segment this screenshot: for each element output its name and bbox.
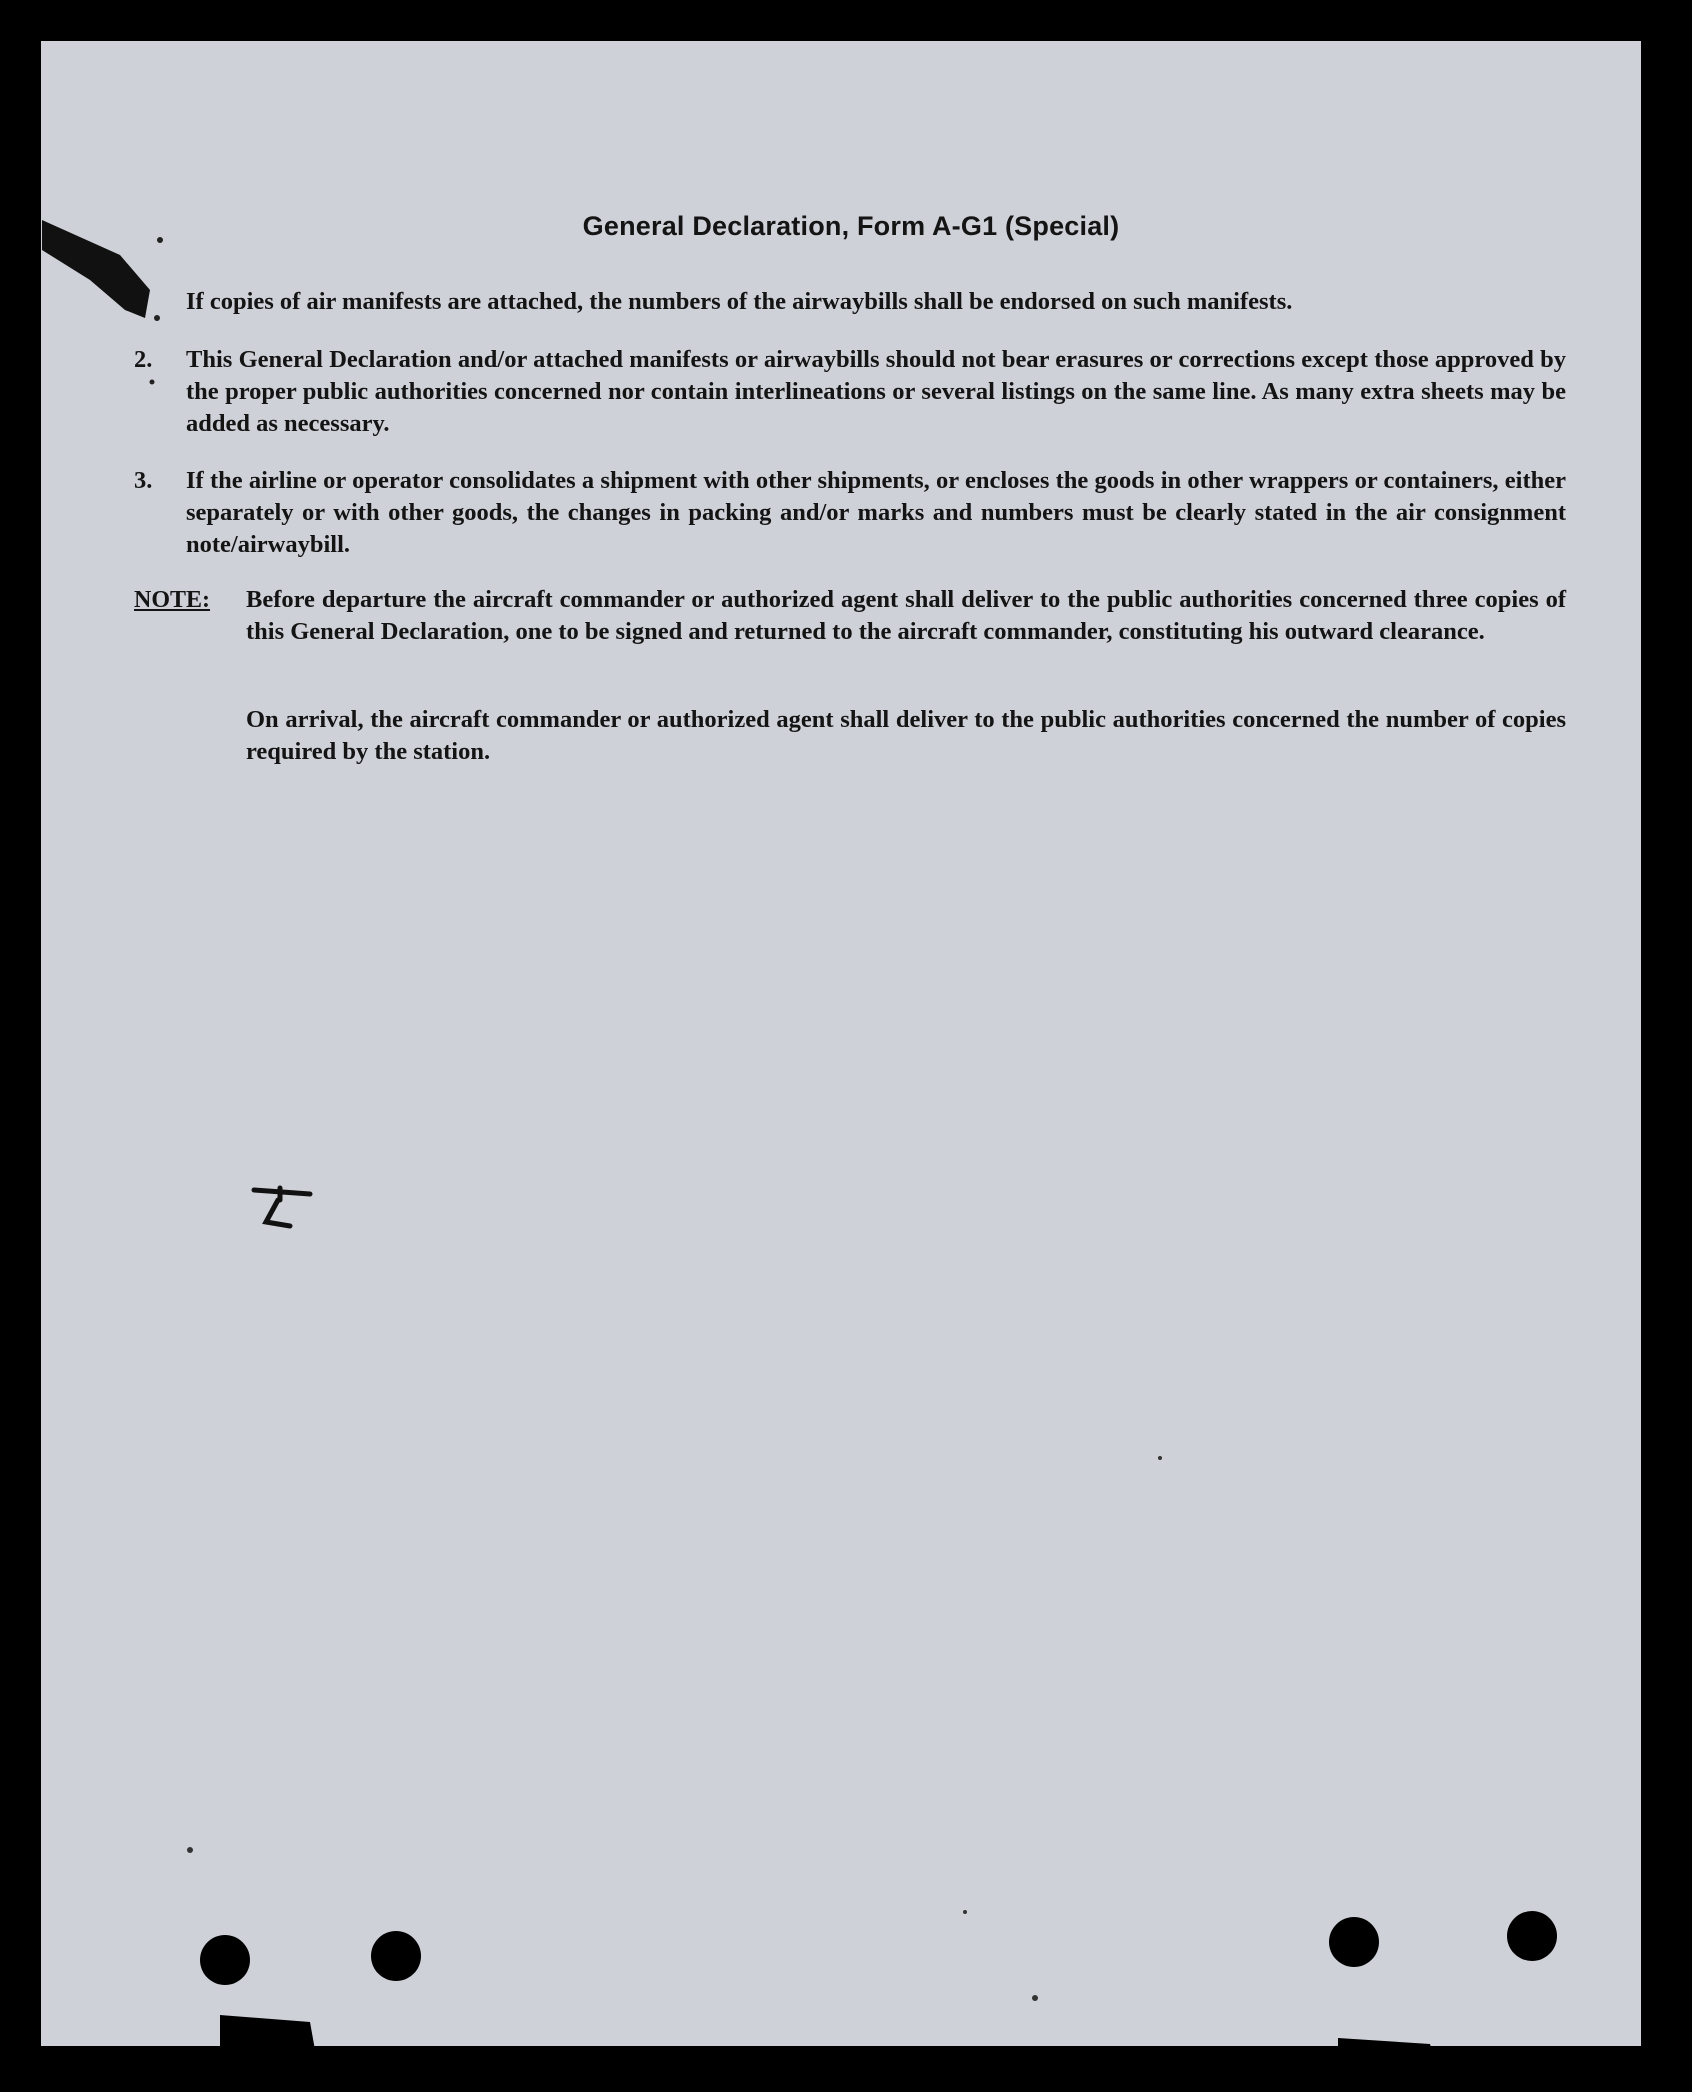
item-text: If copies of air manifests are attached, the numbers of the airwaybills shall be endorsed on such manifests. (186, 288, 1293, 315)
handwritten-mark (250, 1178, 320, 1248)
note-paragraph: On arrival, the aircraft commander or authorized agent shall deliver to the public authorities concerned the number of copies required by the station. (246, 706, 1566, 765)
item-text: This General Declaration and/or attached manifests or airwaybills should not bear erasures or corrections except those approved by the proper public authorities concerned nor contain interlineations or several listings on the same line. As many extra sheets may be added as necessary. (186, 346, 1566, 437)
page-title: General Declaration, Form A-G1 (Special) (582, 211, 1120, 241)
item-number: 3. (134, 467, 153, 494)
item-text: If the airline or operator consolidates a shipment with other shipments, or encloses the goods in other wrappers or containers, either separately or with other goods, the changes in packing and/or marks and numbers must be clearly stated in the air consignment note/airwaybill. (186, 467, 1566, 558)
item-number: 2. (134, 346, 153, 373)
note-paragraph: Before departure the aircraft commander or authorized agent shall deliver to the public authorities concerned three copies of this General Declaration, one to be signed and returned to the aircraft commander, constituting his outward clearance. (246, 586, 1566, 645)
note-label: NOTE: (134, 587, 211, 613)
